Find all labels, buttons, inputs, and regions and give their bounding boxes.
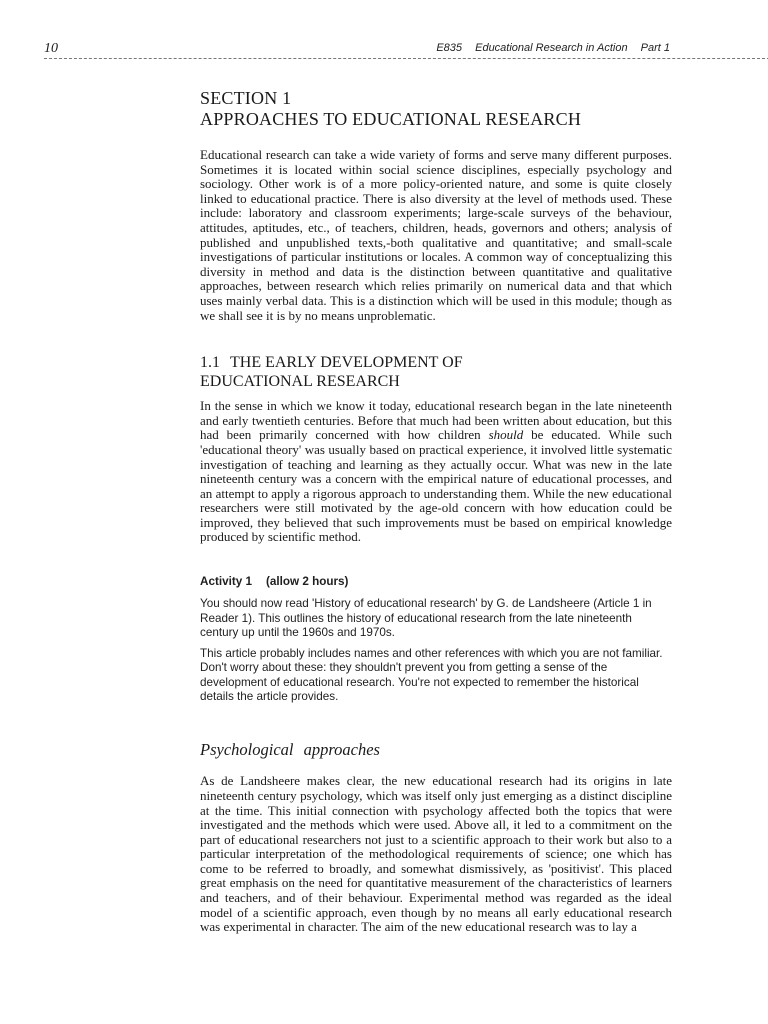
- section-intro-paragraph: Educational research can take a wide variety of forms and serve many different purposes. Sometimes it is located within social science disciplines, especially psychology and sociology. Other work is of a more policy-oriented nature, and some is quite closely linked to educational practice. There is also diversity at the level of methods used. These include: laboratory and classroom experiments; large-scale surveys of the behaviour, attitudes, aptitudes, etc., of teachers, children, heads, governors and others; analysis of published and unpublished texts,-both qualitative and quantitative; and small-scale investigations of particular institutions or locales. A common way of conceptualizing this diversity in method and data is the distinction between quantitative and qualitative approaches, between research which relies primarily on numerical data and that which uses mainly verbal data. This is a distinction which will be used in this module; though as we shall see it is by no means unproblematic.: [200, 147, 672, 323]
- course-title: Educational Research in Action: [475, 42, 628, 54]
- psychological-approaches-paragraph: As de Landsheere makes clear, the new educational research had its origins in late nineteenth century psychology, which was itself only just emerging as a distinct discipline at the time. This initial connection with psychology affected both the topics that were investigated and the methods which were used. Above all, it led to a commitment on the part of educational researchers not just to a scientific approach to their work but also to a particular interpretation of the methodological requirements of science; one which has come to be referred to broadly, and somewhat dismissively, as 'positivist'. This placed great emphasis on the need for quantitative measurement of the characteristics of learners and teachers, and of their behaviour. Experimental method was regarded as the ideal model of a scientific approach, even though by no means all early educational research was experimental in character. The aim of the new educational research was to lay a: [200, 773, 672, 935]
- section-title: APPROACHES TO EDUCATIONAL RESEARCH: [200, 109, 582, 129]
- activity-paragraph-2: This article probably includes names and other references with which you are not familiar. Don't worry about these: they shouldn't prevent you from getting a sense of the development of educational research. You're not expected to remember the historical details the article provides.: [200, 646, 663, 703]
- course-code: E835: [436, 42, 463, 54]
- subsection-number: 1.1: [200, 354, 220, 372]
- activity-title: [200, 575, 672, 589]
- page-number: 10: [44, 41, 58, 56]
- subsection-paragraph: In the sense in which we know it today, educational research began in the late nineteenth and early twentieth centuries. Before that much had been written about education, but this had been primarily concerned with how children should be educated. While such 'educational theory' was usually based on practical experience, it involved little systematic investigation of teaching and learning as they actually occur. What was new in the late nineteenth century was a concern with the empirical nature of educational processes, and an attempt to apply a rigorous approach to understanding them. While the new educational researchers were still motivated by the age-old concern with how education could be improved, they believed that such improvements must be based on empirical knowledge produced by scientific method.: [200, 398, 672, 545]
- header-rule: [44, 58, 768, 59]
- activity-allowance: (allow 2 hours): [265, 575, 349, 589]
- subsection-title-line1: THE EARLY DEVELOPMENT OF: [230, 354, 463, 372]
- activity-label: Activity 1: [200, 575, 252, 589]
- page-content: [200, 88, 672, 935]
- activity-box: [200, 575, 672, 704]
- running-title: [436, 42, 670, 54]
- subsection-heading: [200, 353, 672, 391]
- section-label: SECTION 1: [200, 88, 292, 108]
- subsection-title-line2: EDUCATIONAL RESEARCH: [200, 373, 400, 391]
- emphasis-should: should: [488, 427, 524, 443]
- part-label: Part 1: [640, 42, 670, 54]
- psychological-approaches-heading: Psychological approaches: [200, 740, 380, 760]
- activity-paragraph-1: You should now read 'History of educational research' by G. de Landsheere (Article 1 in Reader 1). This outlines the history of educational research from the late nineteenth century up until the 1960s and 1970s.: [200, 597, 652, 640]
